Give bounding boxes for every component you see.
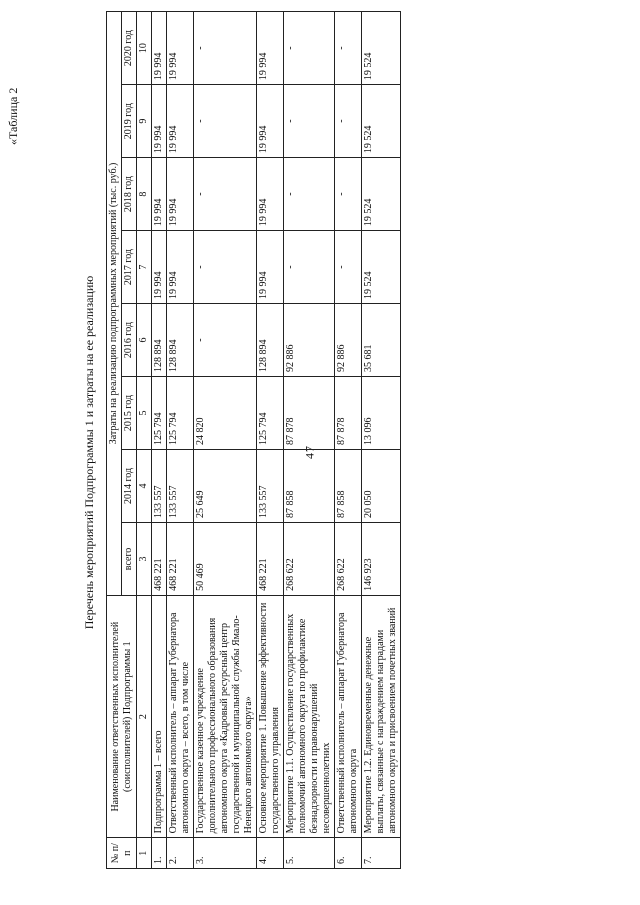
row-value: 19 994 — [167, 85, 194, 158]
header-year: 2015 год — [122, 377, 137, 450]
row-name: Ответственный исполнитель – аппарат Губернатора автономного округа — [335, 595, 362, 837]
row-number: 5. — [284, 838, 335, 869]
row-value: 468 221 — [257, 522, 284, 595]
row-number: 1. — [152, 838, 167, 869]
row-value: 19 994 — [152, 12, 167, 85]
column-number: 9 — [137, 85, 152, 158]
row-value: 20 050 — [362, 449, 401, 522]
row-value: 13 096 — [362, 377, 401, 450]
row-name: Основное мероприятие 1. Повышение эффективности государственного управления — [257, 595, 284, 837]
row-value: 19 524 — [362, 12, 401, 85]
row-value: - — [284, 158, 335, 231]
row-value: 87 878 — [284, 377, 335, 450]
header-year: 2018 год — [122, 158, 137, 231]
row-value: 87 858 — [335, 449, 362, 522]
row-value: - — [335, 231, 362, 304]
row-name: Подпрограмма 1 – всего — [152, 595, 167, 837]
header-total: всего — [122, 522, 137, 595]
row-name: Ответственный исполнитель – аппарат Губернатора автономного округа – всего, в том числе — [167, 595, 194, 837]
row-value: - — [194, 12, 257, 85]
table-row — [152, 12, 167, 869]
row-value: 128 894 — [152, 304, 167, 377]
row-value: 268 622 — [284, 522, 335, 595]
header-year: 2019 год — [122, 85, 137, 158]
row-value: 125 794 — [167, 377, 194, 450]
row-value: - — [194, 158, 257, 231]
table-caption: Перечень мероприятий Подпрограммы 1 и затраты на ее реализацию — [82, 275, 96, 630]
row-value: - — [284, 12, 335, 85]
page-number: 47 — [302, 445, 317, 459]
row-value: 146 923 — [362, 522, 401, 595]
row-number: 4. — [257, 838, 284, 869]
row-value: 19 994 — [167, 158, 194, 231]
row-value: - — [284, 231, 335, 304]
header-year: 2017 год — [122, 231, 137, 304]
header-year: 2014 год — [122, 449, 137, 522]
column-number: 3 — [137, 522, 152, 595]
row-value: - — [284, 85, 335, 158]
row-name: Мероприятие 1.1. Осуществление государственных полномочий автономного округа по профилактике безнадзорности и правонарушений несовершеннолетних — [284, 595, 335, 837]
row-number: 6. — [335, 838, 362, 869]
costs-table — [106, 11, 401, 869]
row-value: 128 894 — [257, 304, 284, 377]
table-row — [194, 12, 257, 869]
table-row — [284, 12, 335, 869]
column-number: 6 — [137, 304, 152, 377]
row-value: - — [194, 85, 257, 158]
table-row — [167, 12, 194, 869]
row-value: 25 649 — [194, 449, 257, 522]
row-name: Государственное казенное учреждение дополнительного профессионального образования автономного округа «Кадровый ресурсный центр государственной и муниципальной службы Ямало-Ненецкого автономного округа» — [194, 595, 257, 837]
column-number: 10 — [137, 12, 152, 85]
row-number: 7. — [362, 838, 401, 869]
table-row — [335, 12, 362, 869]
header-year: 2020 год — [122, 12, 137, 85]
header-name: Наименование ответственных исполнителей (соисполнителей) Подпрограммы 1 — [107, 595, 137, 837]
row-value: 125 794 — [152, 377, 167, 450]
row-value: 35 681 — [362, 304, 401, 377]
row-value: 19 524 — [362, 231, 401, 304]
row-value: 24 820 — [194, 377, 257, 450]
header-no: № п/п — [107, 838, 137, 869]
row-value: - — [335, 12, 362, 85]
row-value: 87 858 — [284, 449, 335, 522]
row-value: 92 886 — [284, 304, 335, 377]
row-value: 468 221 — [167, 522, 194, 595]
row-value: 128 894 — [167, 304, 194, 377]
column-number-row — [137, 12, 152, 869]
header-costs: Затраты на реализацию подпрограммных мероприятий (тыс. руб.) — [107, 12, 122, 596]
column-number: 1 — [137, 838, 152, 869]
column-number: 4 — [137, 449, 152, 522]
row-number: 3. — [194, 838, 257, 869]
row-value: 87 878 — [335, 377, 362, 450]
row-number: 2. — [167, 838, 194, 869]
table-label: «Таблица 2 — [6, 87, 20, 145]
row-value: - — [194, 304, 257, 377]
row-value: - — [194, 231, 257, 304]
row-value: 50 469 — [194, 522, 257, 595]
row-value: 92 886 — [335, 304, 362, 377]
column-number: 5 — [137, 377, 152, 450]
column-number: 7 — [137, 231, 152, 304]
row-value: 19 994 — [257, 85, 284, 158]
row-value: 19 994 — [152, 85, 167, 158]
row-value: 125 794 — [257, 377, 284, 450]
row-value: 268 622 — [335, 522, 362, 595]
row-value: 133 557 — [167, 449, 194, 522]
row-value: - — [335, 158, 362, 231]
row-value: 19 524 — [362, 158, 401, 231]
row-name: Мероприятие 1.2. Единовременные денежные выплаты, связанные с награждением наградами автономного округа и присвоением почетных званий — [362, 595, 401, 837]
row-value: 19 994 — [257, 12, 284, 85]
row-value: 133 557 — [257, 449, 284, 522]
table-row — [362, 12, 401, 869]
row-value: 19 524 — [362, 85, 401, 158]
row-value: 19 994 — [167, 12, 194, 85]
row-value: 19 994 — [257, 231, 284, 304]
row-value: 468 221 — [152, 522, 167, 595]
row-value: - — [335, 85, 362, 158]
header-year: 2016 год — [122, 304, 137, 377]
column-number: 8 — [137, 158, 152, 231]
table-row — [257, 12, 284, 869]
row-value: 19 994 — [152, 231, 167, 304]
column-number: 2 — [137, 595, 152, 837]
row-value: 133 557 — [152, 449, 167, 522]
row-value: 19 994 — [152, 158, 167, 231]
row-value: 19 994 — [167, 231, 194, 304]
row-value: 19 994 — [257, 158, 284, 231]
